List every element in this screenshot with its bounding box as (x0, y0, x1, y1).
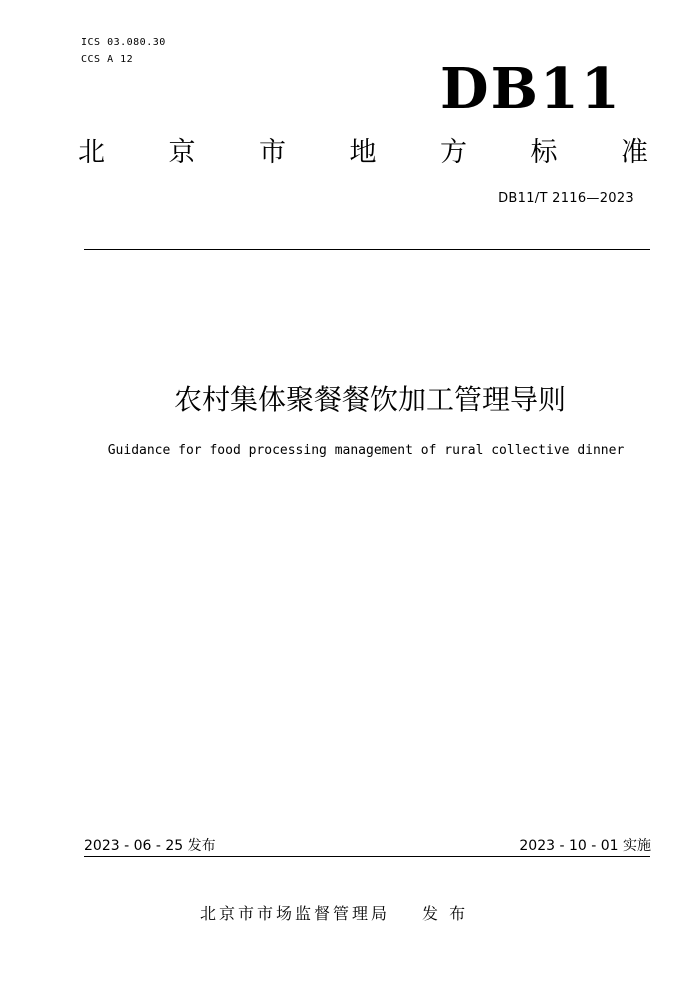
ccs-code: CCS A 12 (81, 54, 134, 65)
publisher-name: 北京市市场监督管理局 (200, 904, 391, 923)
publisher-line (200, 903, 468, 925)
bottom-divider (84, 856, 650, 857)
publish-word: 发 布 (422, 904, 469, 923)
db11-logo: DB11 (440, 56, 622, 122)
document-title-english: Guidance for food processing management of rural collective dinner (107, 443, 625, 458)
standard-number: DB11/T 2116—2023 (498, 191, 634, 206)
standard-type-char: 北 (78, 137, 105, 168)
ics-code: ICS 03.080.30 (81, 37, 166, 48)
document-title-chinese: 农村集体聚餐餐饮加工管理导则 (173, 383, 566, 416)
standard-type-char: 地 (349, 137, 377, 168)
issue-date: 2023 - 06 - 25 发布 (84, 838, 216, 854)
standard-type-heading (78, 136, 648, 170)
standard-type-char: 市 (259, 137, 286, 168)
standard-type-char: 标 (530, 137, 558, 168)
standard-type-char: 方 (440, 137, 467, 168)
implementation-date: 2023 - 10 - 01 实施 (519, 838, 651, 854)
top-divider (84, 249, 650, 250)
standard-type-char: 京 (168, 137, 196, 168)
standard-type-char: 准 (621, 137, 648, 168)
